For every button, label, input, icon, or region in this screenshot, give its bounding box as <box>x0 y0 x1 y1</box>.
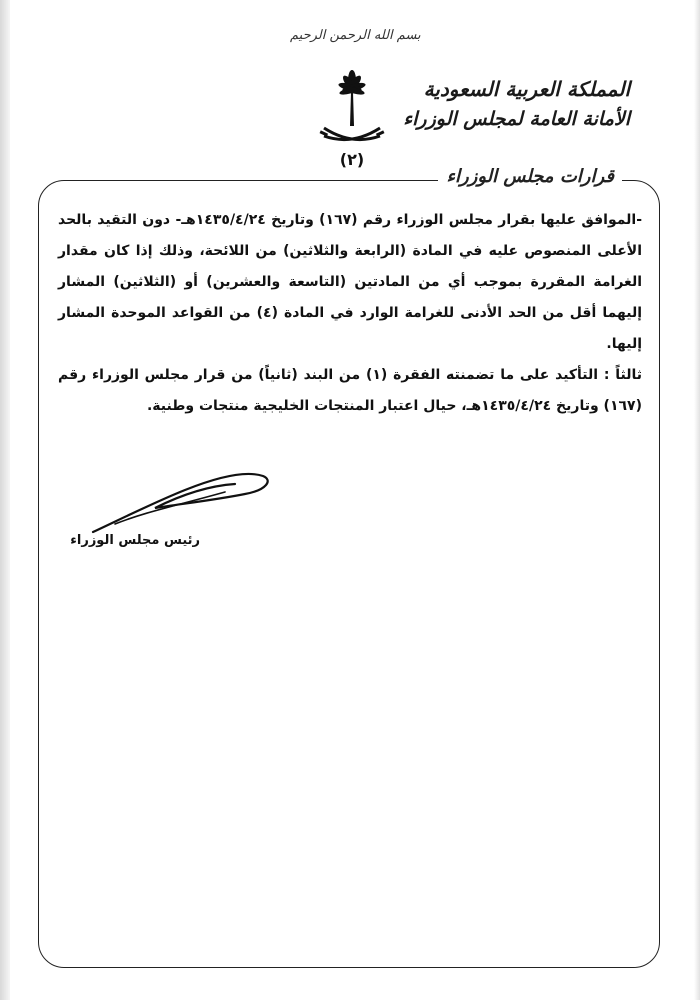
saudi-emblem-icon <box>318 66 386 148</box>
handwritten-signature <box>85 462 275 542</box>
document-body <box>58 205 642 422</box>
page-edge-right <box>694 0 700 1000</box>
clause-three <box>58 360 642 422</box>
paragraph-continuation: -الموافق عليها بقرار مجلس الوزراء رقم (١٦٧) وتاريخ ١٤٣٥/٤/٢٤هـ- دون التقيد بالحد الأعلى المنصوص عليه في المادة (الرابعة والثلاثين) من اللائحة، وذلك إذا كان مقدار الغرامة المقررة بموجب أي من المادتين (التاسعة والعشرين) أو (الثلاثين) المشار إليهما أقل من الحد الأدنى للغرامة الوارد في المادة (٤) من القواعد الموحدة المشار إليها. <box>58 212 643 352</box>
page-edge-left <box>0 0 10 1000</box>
basmala: بسم الله الرحمن الرحيم <box>290 28 421 43</box>
page-number: (٢) <box>339 150 365 169</box>
clause-three-label: ثالثاً : <box>603 367 642 383</box>
kingdom-name: المملكة العربية السعودية <box>423 77 630 101</box>
clause-three-text: التأكيد على ما تضمنته الفقرة (١) من البند (ثانياً) من قرار مجلس الوزراء رقم (١٦٧) وتاريخ ١٤٣٥/٤/٢٤هـ، حيال اعتبار المنتجات الخليجية منتجات وطنية. <box>58 367 642 414</box>
secretariat-name: الأمانة العامة لمجلس الوزراء <box>403 108 630 130</box>
signer-title: رئيس مجلس الوزراء <box>70 533 200 548</box>
letterhead <box>403 74 630 134</box>
decisions-label: قرارات مجلس الوزراء <box>438 166 622 187</box>
